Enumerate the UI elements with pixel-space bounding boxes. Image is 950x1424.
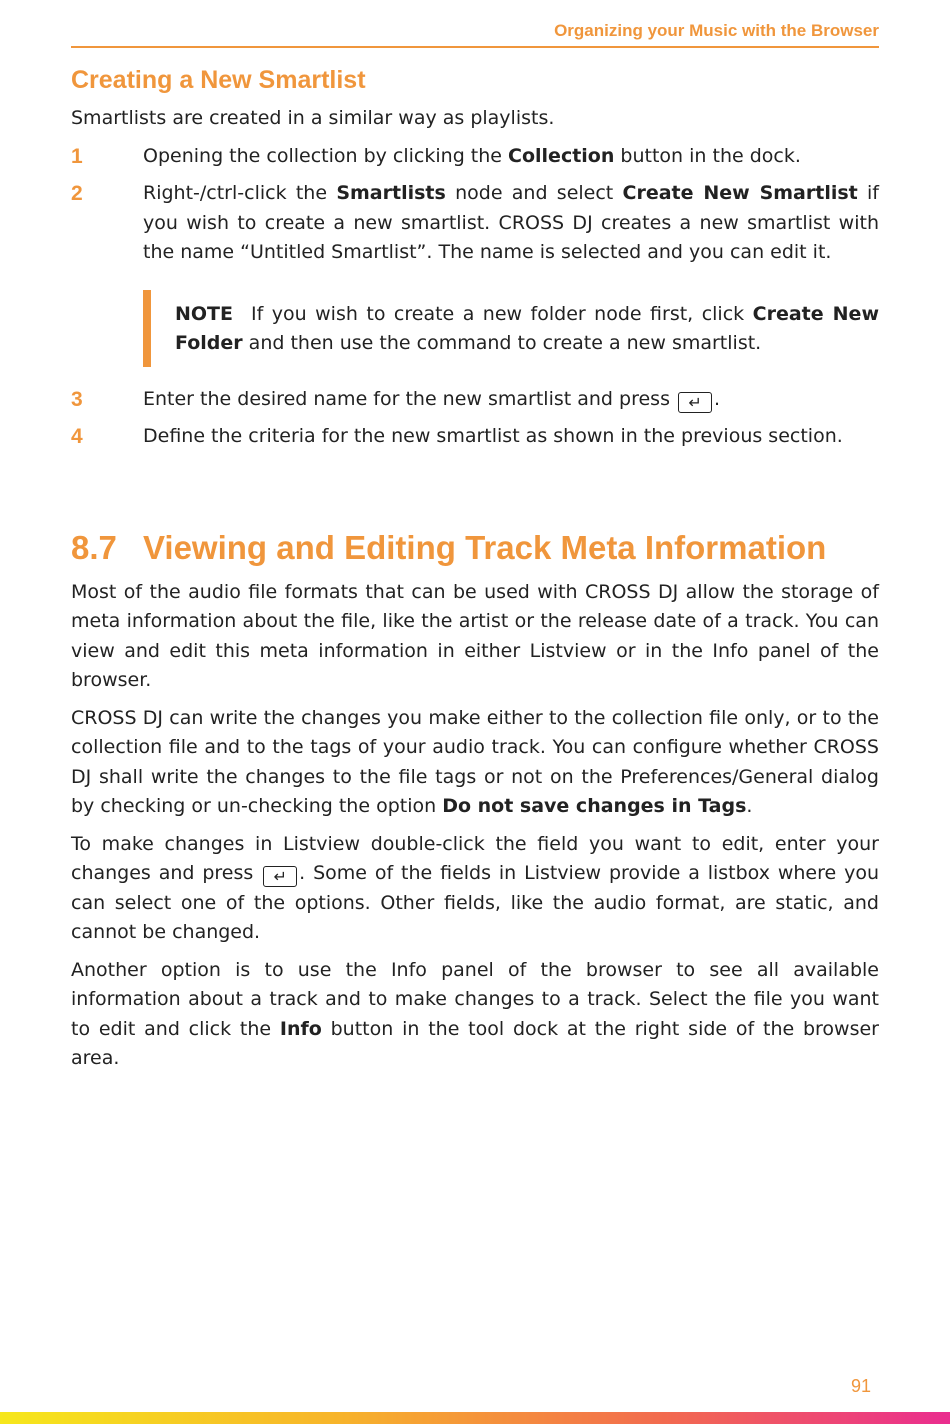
step-text: Opening the collection by clicking the: [143, 144, 509, 167]
create-new-folder-term: Create New Folder: [175, 302, 879, 354]
paragraph-text: . Some of the fields in Listview provide a listbox where you can select one of the options. Other fields, like the audio format, are static, and cannot be changed.: [71, 862, 879, 943]
section-title: Viewing and Editing Track Meta Information: [143, 528, 827, 566]
info-term: Info: [279, 1017, 322, 1040]
step-number: 3: [71, 387, 83, 411]
running-header: [71, 18, 879, 48]
paragraph-text: button in the tool dock at the right side of the browser area.: [71, 1017, 879, 1069]
step-text: Define the criteria for the new smartlist as shown in the previous section.: [143, 425, 843, 447]
step-text: Right-/ctrl-click the: [143, 182, 337, 204]
smartlists-term: Smartlists: [336, 182, 446, 204]
note-label: NOTE: [175, 302, 233, 325]
step-3: [71, 385, 879, 415]
step-number: 2: [71, 182, 83, 205]
paragraph-text: To make changes in Listview double-click the field you want to edit, enter your changes and press: [71, 832, 879, 884]
step-2: [71, 179, 879, 268]
collection-term: Collection: [508, 144, 615, 167]
step-text: if you wish to create a new smartlist. CROSS DJ creates a new smartlist with the name “Untitled Smartlist”. The name is selected and you can edit it.: [143, 182, 879, 263]
section-heading-meta: [71, 528, 879, 568]
section-heading-smartlist: Creating a New Smartlist: [71, 66, 366, 94]
step-4: [71, 422, 879, 452]
meta-paragraph-1: Most of the audio file formats that can be used with CROSS DJ allow the storage of meta information about the file, like the artist or the release date of a track. You can view and edit this meta information in either Listview or in the Info panel of the browser.: [71, 580, 879, 691]
footer-gradient-bar: [0, 1412, 950, 1424]
section-number: 8.7: [71, 528, 117, 566]
paragraph-text: .: [746, 795, 753, 817]
paragraph-text: CROSS DJ can write the changes you make either to the collection file only, or to the collection file and to the tags of your audio track. You can configure whether CROSS DJ shall write the changes to the file tags or not on the Preferences/General dialog by checking or un-checking the option: [71, 706, 879, 817]
step-text: button in the dock.: [614, 144, 801, 167]
note-text: and then use the command to create a new smartlist.: [242, 332, 762, 354]
note-text: If you wish to create a new folder node first, click: [251, 302, 753, 325]
paragraph-text: Another option is to use the Info panel of the browser to see all available information about a track and to make changes to a track. Select the file you want to edit and click the: [71, 958, 879, 1040]
enter-key-icon: ↵: [678, 392, 712, 413]
enter-key-icon: ↵: [263, 866, 297, 887]
step-number: 4: [71, 425, 83, 448]
page-number: 91: [850, 1376, 871, 1396]
step-number: 1: [71, 144, 83, 168]
note-box: [143, 290, 879, 367]
page-content: [71, 60, 879, 1082]
step-text: node and select: [445, 182, 623, 204]
meta-paragraph-2: [71, 704, 879, 822]
step-1: [71, 142, 879, 172]
meta-paragraph-3: [71, 830, 879, 948]
step-text: Enter the desired name for the new smartlist and press: [143, 387, 677, 410]
create-new-smartlist-term: Create New Smartlist: [622, 182, 858, 204]
do-not-save-term: Do not save changes in Tags: [442, 795, 747, 817]
smartlist-intro: Smartlists are created in a similar way as playlists.: [71, 107, 555, 129]
running-header-title: Organizing your Music with the Browser: [554, 21, 879, 40]
meta-paragraph-4: [71, 956, 879, 1074]
step-text: .: [714, 387, 721, 410]
